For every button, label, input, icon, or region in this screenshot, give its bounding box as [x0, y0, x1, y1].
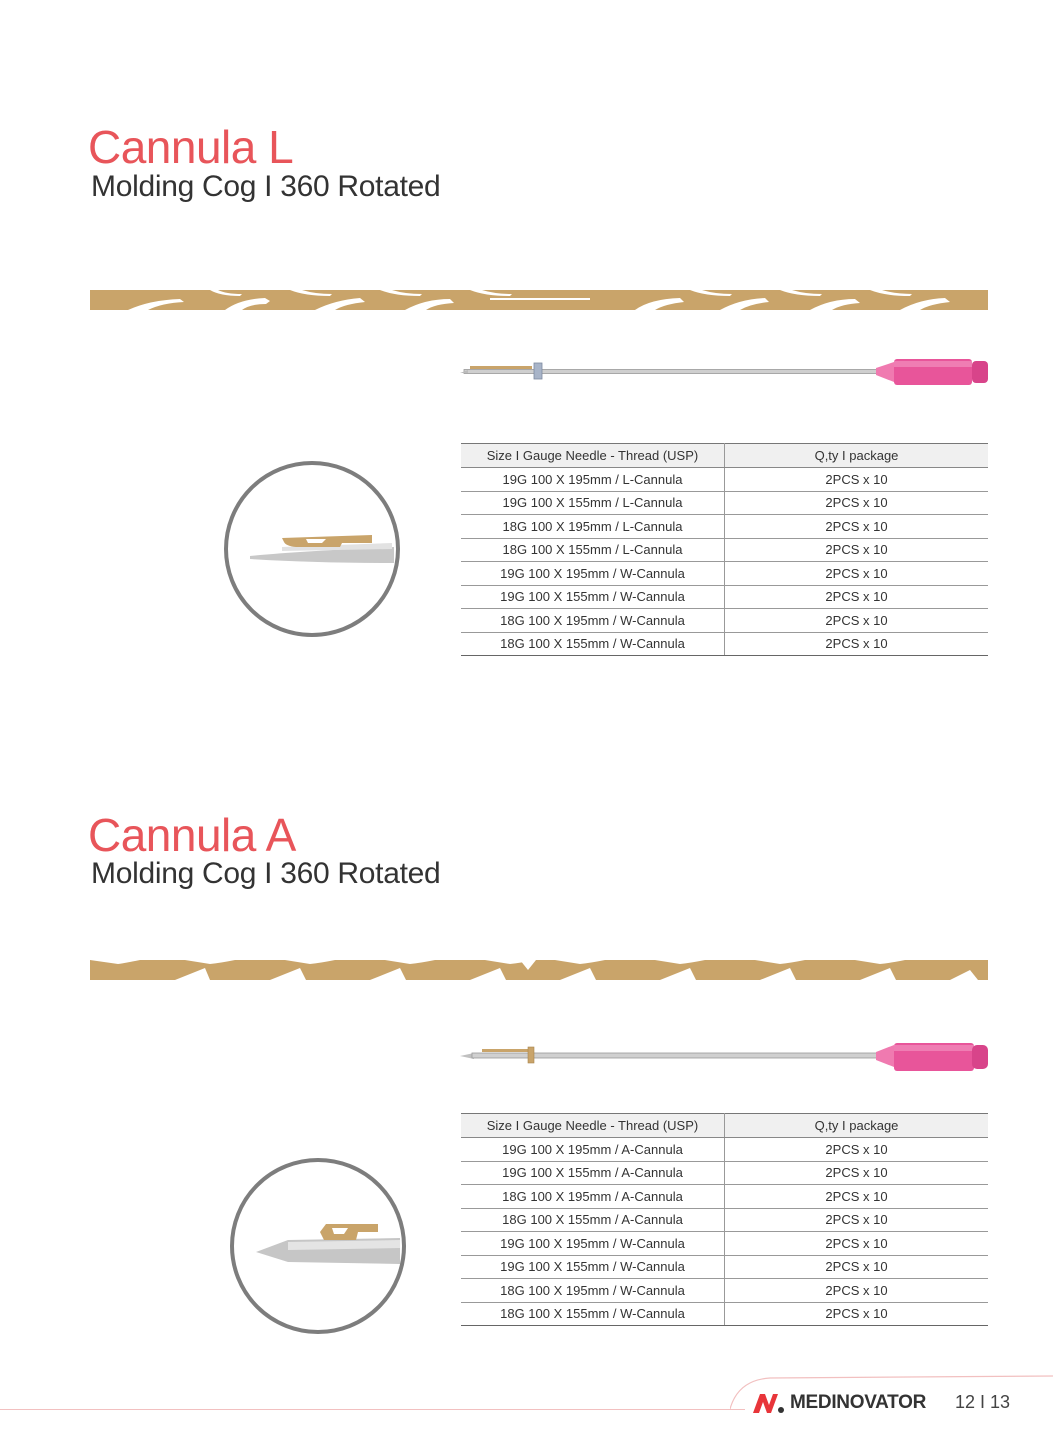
cell-size: 18G 100 X 195mm / L-Cannula	[461, 515, 725, 539]
cell-qty: 2PCS x 10	[725, 1302, 989, 1326]
cell-size: 18G 100 X 155mm / L-Cannula	[461, 538, 725, 562]
cell-qty: 2PCS x 10	[725, 609, 989, 633]
medinovator-logo-icon	[752, 1392, 786, 1414]
table-row	[461, 538, 988, 562]
cell-qty: 2PCS x 10	[725, 632, 989, 656]
cell-size: 18G 100 X 155mm / W-Cannula	[461, 1302, 725, 1326]
column-header-size: Size I Gauge Needle - Thread (USP)	[461, 444, 725, 468]
column-header-qty: Q,ty I package	[725, 444, 989, 468]
table-row	[461, 515, 988, 539]
cell-size: 18G 100 X 195mm / A-Cannula	[461, 1185, 725, 1209]
brand-name: MEDINOVATOR	[790, 1392, 927, 1413]
cell-qty: 2PCS x 10	[725, 562, 989, 586]
spec-table-cannula-a	[461, 1113, 988, 1326]
table-row	[461, 491, 988, 515]
cell-size: 18G 100 X 155mm / A-Cannula	[461, 1208, 725, 1232]
table-row	[461, 468, 988, 492]
thread-a-illustration	[90, 960, 988, 980]
cell-size: 19G 100 X 195mm / L-Cannula	[461, 468, 725, 492]
thread-l-illustration	[90, 290, 988, 310]
cell-qty: 2PCS x 10	[725, 1255, 989, 1279]
cell-size: 19G 100 X 195mm / W-Cannula	[461, 1232, 725, 1256]
table-row	[461, 1255, 988, 1279]
section-title-cannula-l: Cannula L	[88, 121, 294, 173]
section-subtitle-cannula-l: Molding Cog I 360 Rotated	[91, 170, 441, 203]
cell-size: 19G 100 X 155mm / W-Cannula	[461, 585, 725, 609]
footer-divider	[0, 1409, 745, 1410]
cell-size: 19G 100 X 155mm / L-Cannula	[461, 491, 725, 515]
cell-qty: 2PCS x 10	[725, 491, 989, 515]
cell-size: 18G 100 X 155mm / W-Cannula	[461, 632, 725, 656]
table-row	[461, 1208, 988, 1232]
cell-size: 19G 100 X 155mm / W-Cannula	[461, 1255, 725, 1279]
cell-qty: 2PCS x 10	[725, 1232, 989, 1256]
cell-qty: 2PCS x 10	[725, 1279, 989, 1303]
column-header-size: Size I Gauge Needle - Thread (USP)	[461, 1114, 725, 1138]
table-row	[461, 1232, 988, 1256]
table-row	[461, 1279, 988, 1303]
page-numbers: 12 I 13	[955, 1392, 1011, 1412]
table-row	[461, 585, 988, 609]
cell-qty: 2PCS x 10	[725, 585, 989, 609]
cell-size: 19G 100 X 195mm / W-Cannula	[461, 562, 725, 586]
table-row	[461, 562, 988, 586]
section-title-cannula-a: Cannula A	[88, 809, 296, 861]
cell-qty: 2PCS x 10	[725, 1161, 989, 1185]
spec-table-cannula-l	[461, 443, 988, 656]
table-row	[461, 609, 988, 633]
cell-qty: 2PCS x 10	[725, 538, 989, 562]
zoom-circle-a-illustration	[228, 1156, 408, 1336]
cell-qty: 2PCS x 10	[725, 515, 989, 539]
cell-size: 18G 100 X 195mm / W-Cannula	[461, 1279, 725, 1303]
table-row	[461, 1138, 988, 1162]
cell-size: 19G 100 X 195mm / A-Cannula	[461, 1138, 725, 1162]
table-row	[461, 1302, 988, 1326]
cell-qty: 2PCS x 10	[725, 468, 989, 492]
column-header-qty: Q,ty I package	[725, 1114, 989, 1138]
cannula-a-illustration	[458, 1037, 990, 1077]
zoom-circle-l-illustration	[222, 459, 402, 639]
section-subtitle-cannula-a: Molding Cog I 360 Rotated	[91, 857, 441, 890]
table-row	[461, 1161, 988, 1185]
cell-qty: 2PCS x 10	[725, 1208, 989, 1232]
table-row	[461, 1185, 988, 1209]
cell-qty: 2PCS x 10	[725, 1185, 989, 1209]
cell-qty: 2PCS x 10	[725, 1138, 989, 1162]
table-row	[461, 632, 988, 656]
cell-size: 19G 100 X 155mm / A-Cannula	[461, 1161, 725, 1185]
cannula-l-illustration	[458, 352, 990, 392]
cell-size: 18G 100 X 195mm / W-Cannula	[461, 609, 725, 633]
footer-logo	[752, 1392, 926, 1414]
